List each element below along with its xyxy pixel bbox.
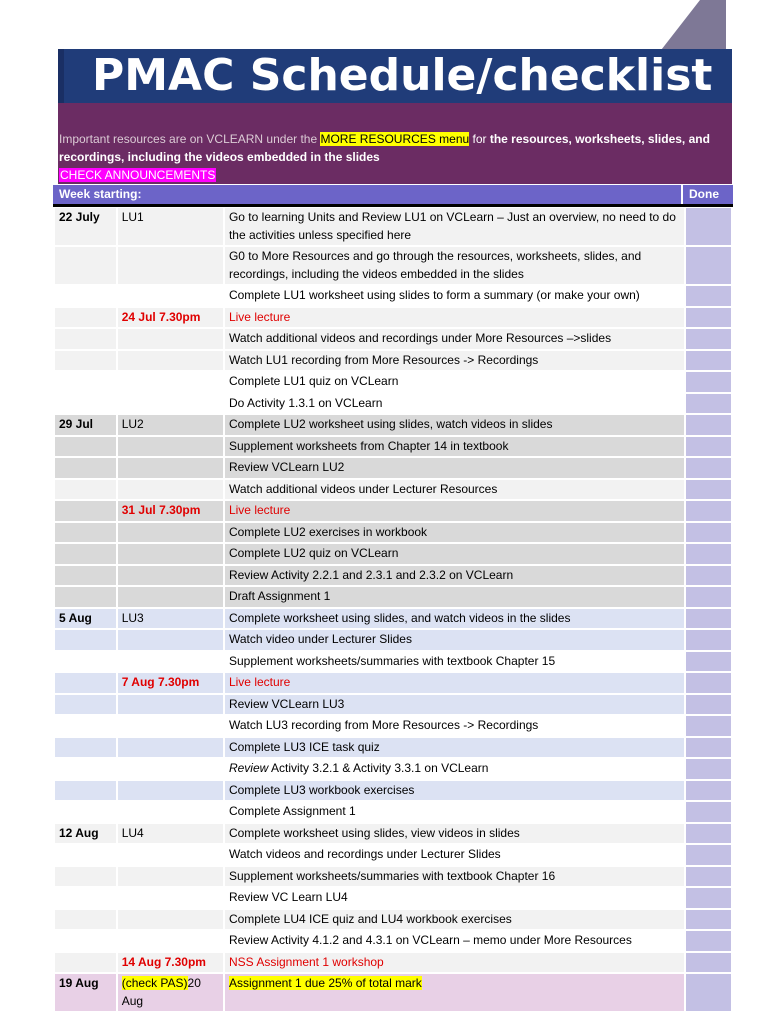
- week-cell: [55, 716, 116, 736]
- unit-cell: [118, 544, 223, 564]
- done-label: Done: [689, 187, 719, 201]
- task-cell: Complete LU2 exercises in workbook: [225, 523, 684, 543]
- done-checkbox[interactable]: [686, 673, 731, 693]
- task-cell: Review Activity 2.2.1 and 2.3.1 and 2.3.2 on VCLearn: [225, 566, 684, 586]
- table-row: [55, 845, 731, 865]
- intro-text: [59, 130, 731, 184]
- unit-cell: [118, 910, 223, 930]
- unit-cell: [118, 480, 223, 500]
- table-row: [55, 781, 731, 801]
- done-checkbox[interactable]: [686, 716, 731, 736]
- week-cell: 19 Aug: [55, 974, 116, 1011]
- table-row: [55, 673, 731, 693]
- task-cell: Review VCLearn LU3: [225, 695, 684, 715]
- week-cell: [55, 351, 116, 371]
- task-cell: Watch LU3 recording from More Resources -> Recordings: [225, 716, 684, 736]
- done-column-header: [683, 185, 733, 205]
- week-cell: [55, 544, 116, 564]
- table-row: [55, 415, 731, 435]
- week-cell: [55, 802, 116, 822]
- week-cell: [55, 630, 116, 650]
- week-cell: [55, 372, 116, 392]
- done-checkbox[interactable]: [686, 974, 731, 1011]
- table-row: [55, 759, 731, 779]
- task-cell: Complete LU1 worksheet using slides to form a summary (or make your own): [225, 286, 684, 306]
- week-cell: [55, 759, 116, 779]
- unit-cell: LU1: [118, 208, 223, 245]
- task-cell: Live lecture: [225, 308, 684, 328]
- table-row: [55, 910, 731, 930]
- table-row: [55, 394, 731, 414]
- due-highlight: Assignment 1 due 25% of total mark: [228, 976, 422, 990]
- week-cell: [55, 458, 116, 478]
- week-cell: [55, 845, 116, 865]
- week-cell: [55, 394, 116, 414]
- task-cell: Live lecture: [225, 501, 684, 521]
- unit-cell: [118, 247, 223, 284]
- table-row: [55, 931, 731, 951]
- done-checkbox[interactable]: [686, 415, 731, 435]
- week-cell: [55, 566, 116, 586]
- unit-cell: LU3: [118, 609, 223, 629]
- done-checkbox[interactable]: [686, 208, 731, 245]
- title-accent: [58, 49, 64, 103]
- table-row: [55, 566, 731, 586]
- table-row: [55, 716, 731, 736]
- done-checkbox[interactable]: [686, 437, 731, 457]
- done-checkbox[interactable]: [686, 501, 731, 521]
- unit-cell: [118, 652, 223, 672]
- table-row: [55, 308, 731, 328]
- week-cell: [55, 931, 116, 951]
- task-cell: Complete LU2 quiz on VCLearn: [225, 544, 684, 564]
- week-cell: [55, 308, 116, 328]
- unit-cell: [118, 351, 223, 371]
- done-checkbox[interactable]: [686, 351, 731, 371]
- done-checkbox[interactable]: [686, 824, 731, 844]
- unit-cell: LU2: [118, 415, 223, 435]
- task-cell: [225, 759, 684, 779]
- intro-bold: the resources, worksheets, slides, and recordings, including the videos embedded in the slides: [59, 132, 710, 164]
- week-cell: [55, 910, 116, 930]
- page-corner-fold: [658, 0, 700, 54]
- unit-cell: [118, 523, 223, 543]
- task-cell: Go to learning Units and Review LU1 on VCLearn – Just an overview, no need to do the activities unless specified here: [225, 208, 684, 245]
- done-checkbox[interactable]: [686, 953, 731, 973]
- table-row: [55, 630, 731, 650]
- week-cell: [55, 480, 116, 500]
- table-row: [55, 329, 731, 349]
- table-row: [55, 888, 731, 908]
- unit-cell: LU4: [118, 824, 223, 844]
- unit-cell: [118, 974, 223, 1011]
- table-row: [55, 501, 731, 521]
- task-cell: NSS Assignment 1 workshop: [225, 953, 684, 973]
- done-checkbox[interactable]: [686, 609, 731, 629]
- intro-lead: Important resources are on VCLEARN under the: [59, 132, 321, 146]
- intro-mid: for: [469, 132, 490, 146]
- task-cell: Complete Assignment 1: [225, 802, 684, 822]
- unit-cell: [118, 587, 223, 607]
- done-checkbox[interactable]: [686, 931, 731, 951]
- task-cell: Complete worksheet using slides, view videos in slides: [225, 824, 684, 844]
- done-checkbox[interactable]: [686, 867, 731, 887]
- unit-cell: [118, 716, 223, 736]
- table-row: [55, 738, 731, 758]
- week-cell: [55, 673, 116, 693]
- table-row: [55, 458, 731, 478]
- table-row: [55, 437, 731, 457]
- task-cell: Watch LU1 recording from More Resources -> Recordings: [225, 351, 684, 371]
- table-row: [55, 208, 731, 245]
- week-cell: 5 Aug: [55, 609, 116, 629]
- task-cell: Do Activity 1.3.1 on VCLearn: [225, 394, 684, 414]
- task-cell: Supplement worksheets/summaries with textbook Chapter 16: [225, 867, 684, 887]
- unit-cell: [118, 802, 223, 822]
- week-cell: [55, 523, 116, 543]
- done-checkbox[interactable]: [686, 738, 731, 758]
- done-checkbox[interactable]: [686, 695, 731, 715]
- done-checkbox[interactable]: [686, 544, 731, 564]
- schedule-table: [53, 206, 733, 1013]
- week-cell: [55, 437, 116, 457]
- done-checkbox[interactable]: [686, 910, 731, 930]
- week-cell: [55, 867, 116, 887]
- task-cell: G0 to More Resources and go through the resources, worksheets, slides, and recordings, including the videos embedded in the slides: [225, 247, 684, 284]
- task-text: Activity 3.2.1 & Activity 3.3.1 on VCLearn: [268, 761, 489, 775]
- unit-cell: 14 Aug 7.30pm: [118, 953, 223, 973]
- done-checkbox[interactable]: [686, 630, 731, 650]
- done-checkbox[interactable]: [686, 781, 731, 801]
- table-row: [55, 695, 731, 715]
- task-cell: Supplement worksheets/summaries with textbook Chapter 15: [225, 652, 684, 672]
- week-cell: [55, 781, 116, 801]
- week-cell: [55, 953, 116, 973]
- week-cell: 12 Aug: [55, 824, 116, 844]
- week-cell: [55, 286, 116, 306]
- check-announcements-label: CHECK ANNOUNCEMENTS: [60, 168, 216, 182]
- week-cell: [55, 888, 116, 908]
- table-row: [55, 802, 731, 822]
- task-cell: [225, 974, 684, 1011]
- unit-cell: [118, 759, 223, 779]
- unit-cell: 31 Jul 7.30pm: [118, 501, 223, 521]
- done-checkbox[interactable]: [686, 458, 731, 478]
- task-cell: Review Activity 4.1.2 and 4.3.1 on VCLearn – memo under More Resources: [225, 931, 684, 951]
- done-checkbox[interactable]: [686, 845, 731, 865]
- more-resources-highlight: MORE RESOURCES menu: [320, 132, 470, 146]
- done-checkbox[interactable]: [686, 587, 731, 607]
- unit-cell: [118, 781, 223, 801]
- check-pas-highlight: (check PAS): [121, 976, 188, 990]
- table-row: [55, 824, 731, 844]
- table-row: [55, 587, 731, 607]
- task-cell: Watch video under Lecturer Slides: [225, 630, 684, 650]
- task-italic: Review: [228, 761, 269, 775]
- unit-cell: [118, 630, 223, 650]
- unit-cell: [118, 372, 223, 392]
- unit-cell: [118, 845, 223, 865]
- unit-cell: [118, 437, 223, 457]
- done-checkbox[interactable]: [686, 329, 731, 349]
- table-row: [55, 286, 731, 306]
- done-checkbox[interactable]: [686, 372, 731, 392]
- task-cell: Live lecture: [225, 673, 684, 693]
- done-checkbox[interactable]: [686, 286, 731, 306]
- page-title: PMAC Schedule/checklist: [92, 50, 713, 101]
- task-cell: Watch videos and recordings under Lecturer Slides: [225, 845, 684, 865]
- week-cell: [55, 695, 116, 715]
- task-cell: Complete LU3 ICE task quiz: [225, 738, 684, 758]
- unit-cell: [118, 738, 223, 758]
- done-checkbox[interactable]: [686, 652, 731, 672]
- task-cell: Supplement worksheets from Chapter 14 in textbook: [225, 437, 684, 457]
- done-checkbox[interactable]: [686, 480, 731, 500]
- task-cell: Complete LU2 worksheet using slides, watch videos in slides: [225, 415, 684, 435]
- task-cell: Review VCLearn LU2: [225, 458, 684, 478]
- table-row: [55, 351, 731, 371]
- table-row: [55, 953, 731, 973]
- unit-cell: 7 Aug 7.30pm: [118, 673, 223, 693]
- unit-cell: [118, 695, 223, 715]
- week-starting-header: [53, 185, 681, 205]
- task-cell: Draft Assignment 1: [225, 587, 684, 607]
- table-row: [55, 609, 731, 629]
- done-checkbox[interactable]: [686, 247, 731, 284]
- unit-date: 20 Aug: [121, 976, 201, 1008]
- week-cell: [55, 587, 116, 607]
- week-cell: 29 Jul: [55, 415, 116, 435]
- done-checkbox[interactable]: [686, 802, 731, 822]
- unit-cell: [118, 867, 223, 887]
- week-cell: [55, 329, 116, 349]
- unit-cell: [118, 931, 223, 951]
- week-starting-label: Week starting:: [59, 187, 142, 201]
- table-row: [55, 974, 731, 1011]
- week-cell: [55, 501, 116, 521]
- week-cell: [55, 247, 116, 284]
- done-checkbox[interactable]: [686, 523, 731, 543]
- task-cell: Review VC Learn LU4: [225, 888, 684, 908]
- unit-cell: 24 Jul 7.30pm: [118, 308, 223, 328]
- week-cell: [55, 738, 116, 758]
- done-checkbox[interactable]: [686, 888, 731, 908]
- done-checkbox[interactable]: [686, 394, 731, 414]
- task-cell: Watch additional videos and recordings under More Resources –>slides: [225, 329, 684, 349]
- table-row: [55, 652, 731, 672]
- table-row: [55, 372, 731, 392]
- task-cell: Watch additional videos under Lecturer Resources: [225, 480, 684, 500]
- week-cell: 22 July: [55, 208, 116, 245]
- task-cell: Complete LU1 quiz on VCLearn: [225, 372, 684, 392]
- week-cell: [55, 652, 116, 672]
- unit-cell: [118, 286, 223, 306]
- unit-cell: [118, 888, 223, 908]
- done-checkbox[interactable]: [686, 759, 731, 779]
- done-checkbox[interactable]: [686, 566, 731, 586]
- done-checkbox[interactable]: [686, 308, 731, 328]
- task-cell: Complete LU3 workbook exercises: [225, 781, 684, 801]
- table-row: [55, 867, 731, 887]
- table-row: [55, 480, 731, 500]
- table-row: [55, 523, 731, 543]
- unit-cell: [118, 394, 223, 414]
- task-cell: Complete worksheet using slides, and watch videos in the slides: [225, 609, 684, 629]
- table-row: [55, 544, 731, 564]
- unit-cell: [118, 329, 223, 349]
- task-cell: Complete LU4 ICE quiz and LU4 workbook exercises: [225, 910, 684, 930]
- unit-cell: [118, 458, 223, 478]
- table-row: [55, 247, 731, 284]
- unit-cell: [118, 566, 223, 586]
